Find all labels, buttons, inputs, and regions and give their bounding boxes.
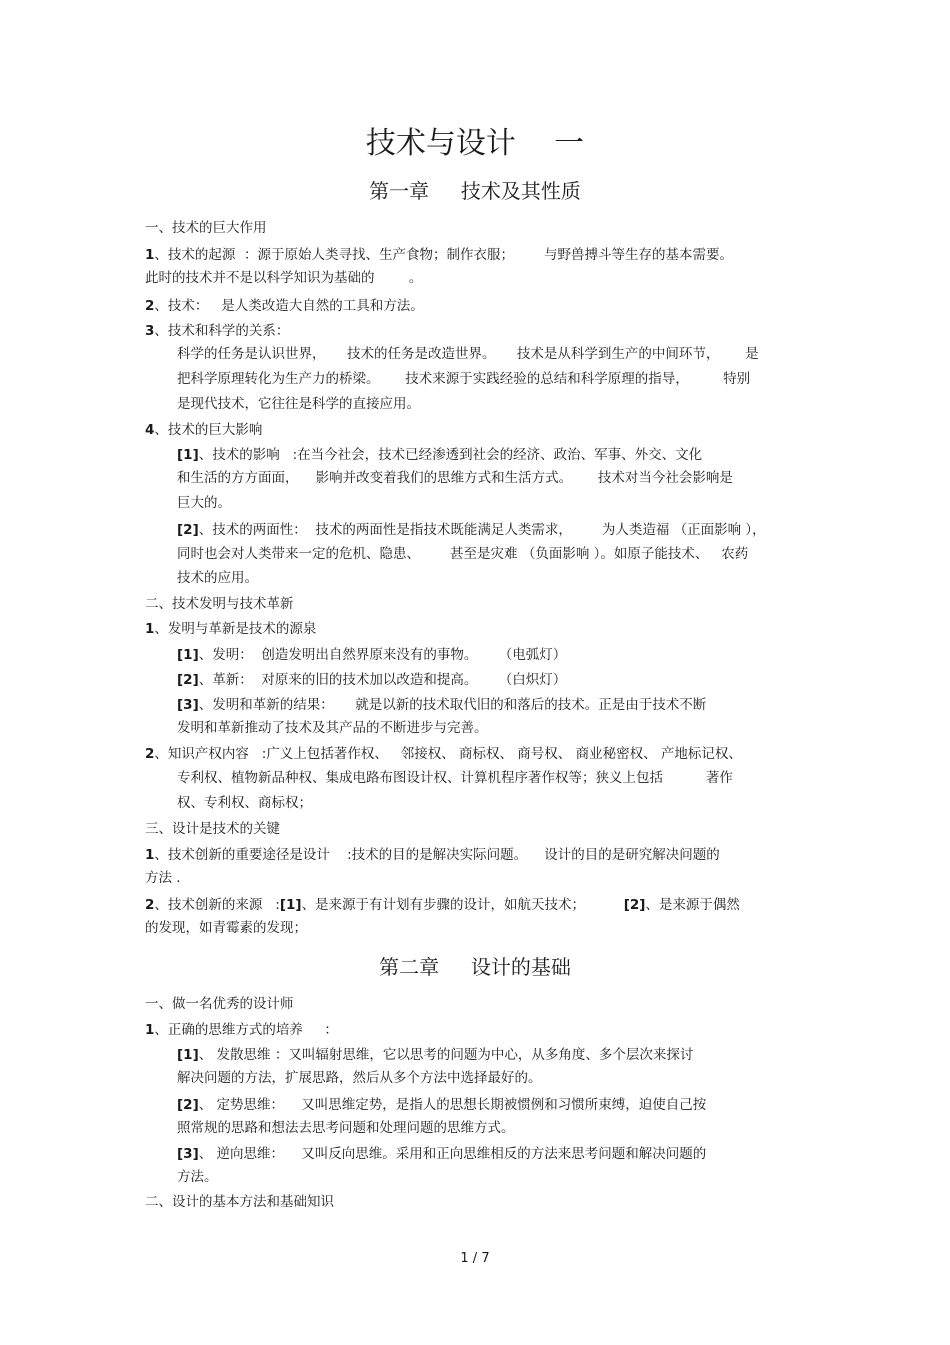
item-number: [2]: [623, 897, 646, 913]
paragraph-line: [145, 845, 720, 865]
item-text: 、发明和革新的结果： 就是以新的技术取代旧的和落后的技术。正是由于技术不断: [198, 697, 707, 713]
item-number: 2: [145, 897, 155, 913]
section-heading: 一、技术的巨大作用: [145, 220, 267, 236]
paragraph-line: [145, 895, 740, 915]
paragraph-line: [145, 619, 316, 639]
item-text: 、革新： 对原来的旧的技术加以改造和提高。 （白炽灯）: [198, 672, 567, 688]
item-text: 、技术的影响 :在当今社会，技术已经渗透到社会的经济、政治、军事、外交、文化: [198, 447, 703, 463]
section-heading: 三、设计是技术的关键: [145, 821, 280, 837]
item-text: 、知识产权内容 :广义上包括著作权、 邻接权、 商标权、 商号权、 商业秘密权、 产地标记权、: [154, 746, 742, 762]
item-text: 、技术创新的重要途径是设计 :技术的目的是解决实际问题。 设计的目的是研究解决问题的: [154, 847, 720, 863]
paragraph-line: [177, 1045, 693, 1065]
paragraph-line: [145, 1020, 338, 1040]
section-heading: 二、设计的基本方法和基础知识: [145, 1194, 334, 1210]
paragraph-line: 把科学原理转化为生产力的桥梁。 技术来源于实践经验的总结和科学原理的指导， 特别: [177, 371, 751, 387]
paragraph-line: 的发现，如青霉素的发现；: [145, 920, 307, 936]
paragraph-line: 科学的任务是认识世界， 技术的任务是改造世界。 技术是从科学到生产的中间环节， 是: [177, 346, 759, 362]
section-heading: 二、技术发明与技术革新: [145, 596, 294, 612]
item-number: 1: [145, 847, 155, 863]
item-number: [3]: [177, 1146, 199, 1162]
item-text: 、发明与革新是技术的源泉: [154, 621, 317, 637]
paragraph-line: [177, 695, 706, 715]
item-text: 、 定势思维： 又叫思维定势，是指人的思想长期被惯例和习惯所束缚，迫使自己按: [198, 1097, 707, 1113]
paragraph-line: 权、专利权、商标权；: [177, 795, 312, 811]
item-text: 、技术： 是人类改造大自然的工具和方法。: [154, 298, 424, 314]
item-text: 、技术创新的来源 :: [154, 897, 280, 913]
paragraph-line: [177, 645, 566, 665]
paragraph-line: 方法。: [177, 1169, 218, 1185]
item-number: [1]: [279, 897, 302, 913]
item-text: 、 逆向思维： 又叫反向思维。采用和正向思维相反的方法来思考问题和解决问题的: [198, 1146, 707, 1162]
item-number: [1]: [177, 647, 199, 663]
paragraph-line: [177, 445, 702, 465]
paragraph-line: 技术的应用。: [177, 570, 258, 586]
paragraph-line: 专利权、植物新品种权、集成电路布图设计权、计算机程序著作权等；狭义上包括 著作: [177, 770, 733, 786]
item-text: 、发明： 创造发明出自然界原来没有的事物。 （电弧灯）: [198, 647, 567, 663]
item-text: 、正确的思维方式的培养 ：: [154, 1022, 338, 1038]
item-text: 、 发散思维 ：又叫辐射思维，它以思考的问题为中心，从多角度、多个层次来探讨: [198, 1047, 694, 1063]
item-number: 2: [145, 746, 155, 762]
paragraph-line: 方法 .: [145, 870, 181, 886]
item-number: [3]: [177, 697, 199, 713]
item-number: [1]: [177, 447, 199, 463]
paragraph-line: 巨大的。: [177, 495, 231, 511]
paragraph-line: 是现代技术，它往往是科学的直接应用。: [177, 396, 420, 412]
item-number: [1]: [177, 1047, 199, 1063]
item-number: [2]: [177, 672, 199, 688]
item-number: [2]: [177, 1097, 199, 1113]
paragraph-line: [145, 420, 262, 440]
item-text: 、技术和科学的关系：: [154, 323, 290, 339]
paragraph-line: [177, 1095, 706, 1115]
item-text: 、是来源于有计划有步骤的设计，如航天技术；: [301, 897, 624, 913]
paragraph-line: [145, 744, 742, 764]
paragraph-line: 照常规的思路和想法去思考问题和处理问题的思维方式。: [177, 1120, 515, 1136]
item-number: 1: [145, 1022, 155, 1038]
section-heading: 一、做一名优秀的设计师: [145, 996, 294, 1012]
paragraph-line: 发明和革新推动了技术及其产品的不断进步与完善。: [177, 720, 488, 736]
item-number: 4: [145, 422, 155, 438]
item-text: 、是来源于偶然: [645, 897, 740, 913]
paragraph-line: [145, 321, 289, 341]
paragraph-line: 同时也会对人类带来一定的危机、隐患、 甚至是灾难 （负面影响 ）。如原子能技术、 农药: [177, 546, 749, 562]
item-number: 3: [145, 323, 155, 339]
item-text: 、技术的起源 ：源于原始人类寻找、生产食物；制作衣服； 与野兽搏斗等生存的基本需要。: [154, 247, 734, 263]
paragraph-line: [145, 245, 733, 265]
item-text: 、技术的巨大影响: [154, 422, 263, 438]
item-number: 2: [145, 298, 155, 314]
document-title: 技术与设计 一: [365, 126, 585, 161]
paragraph-line: [145, 296, 424, 316]
paragraph-line: 此时的技术并不是以科学知识为基础的 。: [145, 270, 423, 286]
paragraph-line: [177, 670, 566, 690]
page-number: 1 / 7: [460, 1251, 490, 1266]
paragraph-line: [177, 1144, 706, 1164]
paragraph-line: 和生活的方方面面， 影响并改变着我们的思维方式和生活方式。 技术对当今社会影响是: [177, 470, 733, 486]
item-number: 1: [145, 621, 155, 637]
item-number: [2]: [177, 522, 199, 538]
item-text: 、技术的两面性： 技术的两面性是指技术既能满足人类需求， 为人类造福 （正面影响 ），: [198, 522, 766, 538]
chapter-1-heading: 第一章 技术及其性质: [369, 179, 581, 203]
item-number: 1: [145, 247, 155, 263]
paragraph-line: [177, 520, 766, 540]
chapter-2-heading: 第二章 设计的基础: [379, 955, 571, 979]
paragraph-line: 解决问题的方法，扩展思路，然后从多个方法中选择最好的。: [177, 1070, 542, 1086]
